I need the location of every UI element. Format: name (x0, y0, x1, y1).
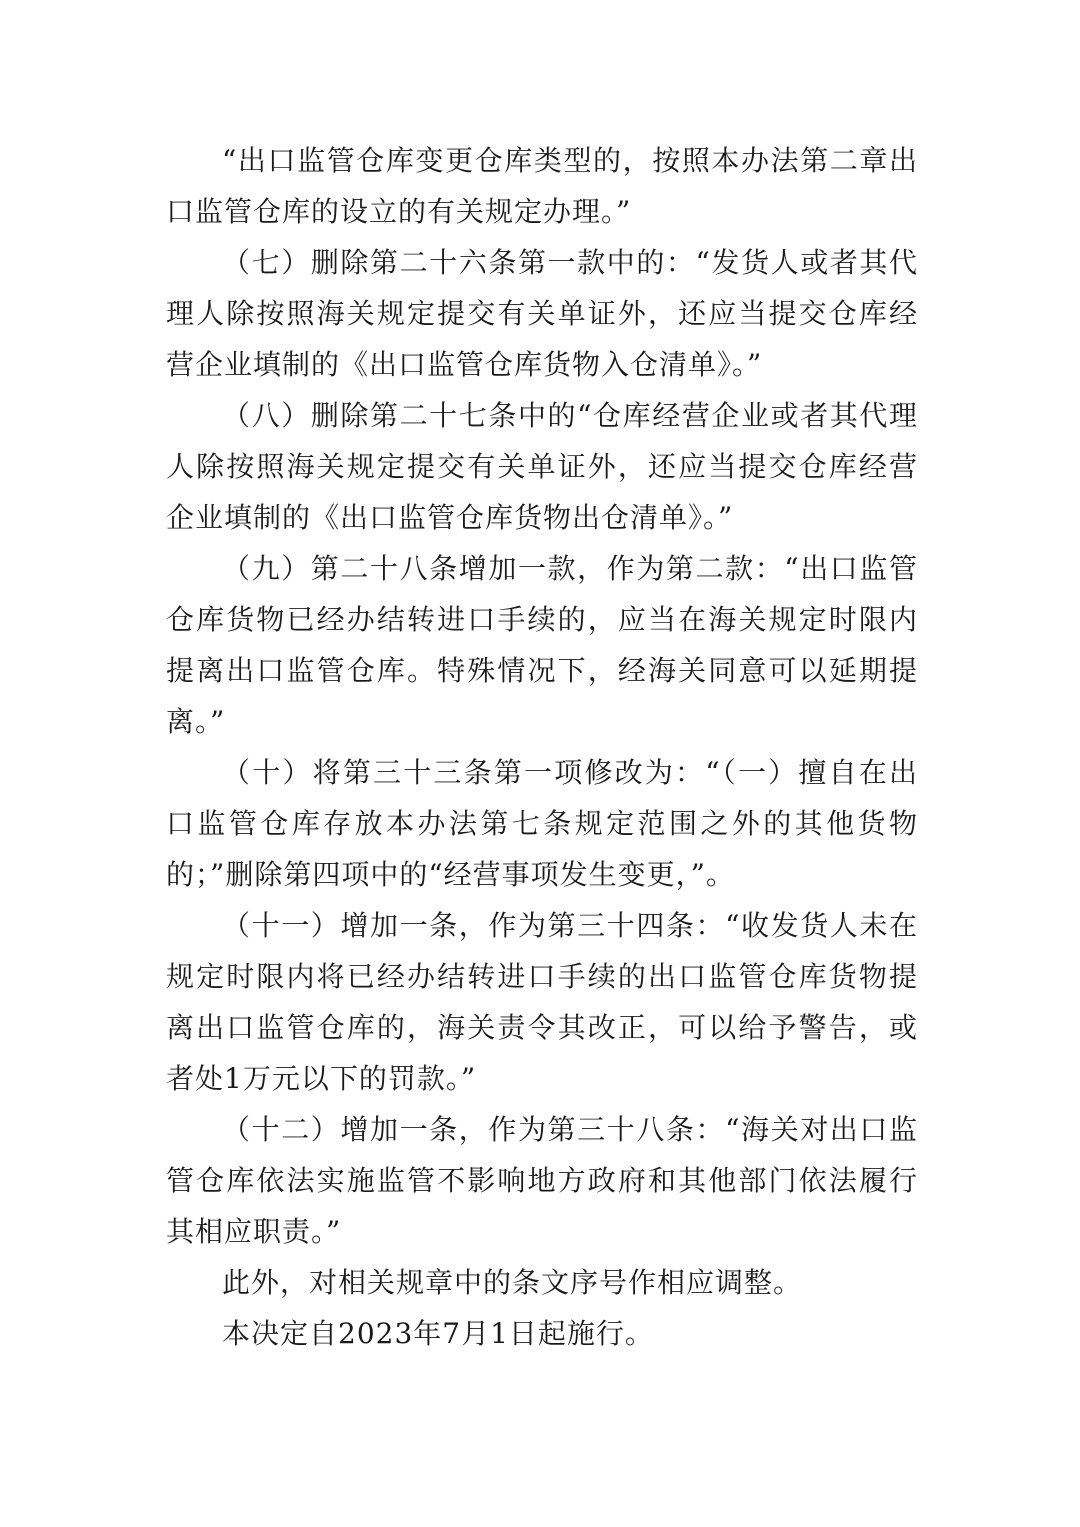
paragraph-item-12: （十二）增加一条，作为第三十八条：“海关对出口监管仓库依法实施监管不影响地方政府和其他部门依法履行其相应职责。” (166, 1113, 918, 1248)
paragraph-warehouse-type-change: “出口监管仓库变更仓库类型的，按照本办法第二章出口监管仓库的设立的有关规定办理。” (166, 144, 918, 228)
paragraph-item-8: （八）删除第二十七条中的“仓库经营企业或者其代理人除按照海关规定提交有关单证外，还应当提交仓库经营企业填制的《出口监管仓库货物出仓清单》。” (166, 399, 918, 534)
paragraph-item-10: （十）将第三十三条第一项修改为：“（一）擅自在出口监管仓库存放本办法第七条规定范围之外的其他货物的；”删除第四项中的“经营事项发生变更，”。 (166, 756, 918, 891)
paragraph-item-7: （七）删除第二十六条第一款中的：“发货人或者其代理人除按照海关规定提交有关单证外，还应当提交仓库经营企业填制的《出口监管仓库货物入仓清单》。” (166, 246, 918, 381)
paragraph-item-9: （九）第二十八条增加一款，作为第二款：“出口监管仓库货物已经办结转进口手续的，应当在海关规定时限内提离出口监管仓库。特殊情况下，经海关同意可以延期提离。” (166, 552, 918, 738)
document-body (166, 135, 918, 1359)
paragraph-item-11: （十一）增加一条，作为第三十四条：“收发货人未在规定时限内将已经办结转进口手续的出口监管仓库货物提离出口监管仓库的，海关责令其改正，可以给予警告，或者处1万元以下的罚款。” (166, 909, 918, 1095)
paragraph-numbering-adjustment: 此外，对相关规章中的条文序号作相应调整。 (222, 1266, 803, 1299)
paragraph-effective-date: 本决定自2023年7月1日起施行。 (222, 1317, 654, 1350)
